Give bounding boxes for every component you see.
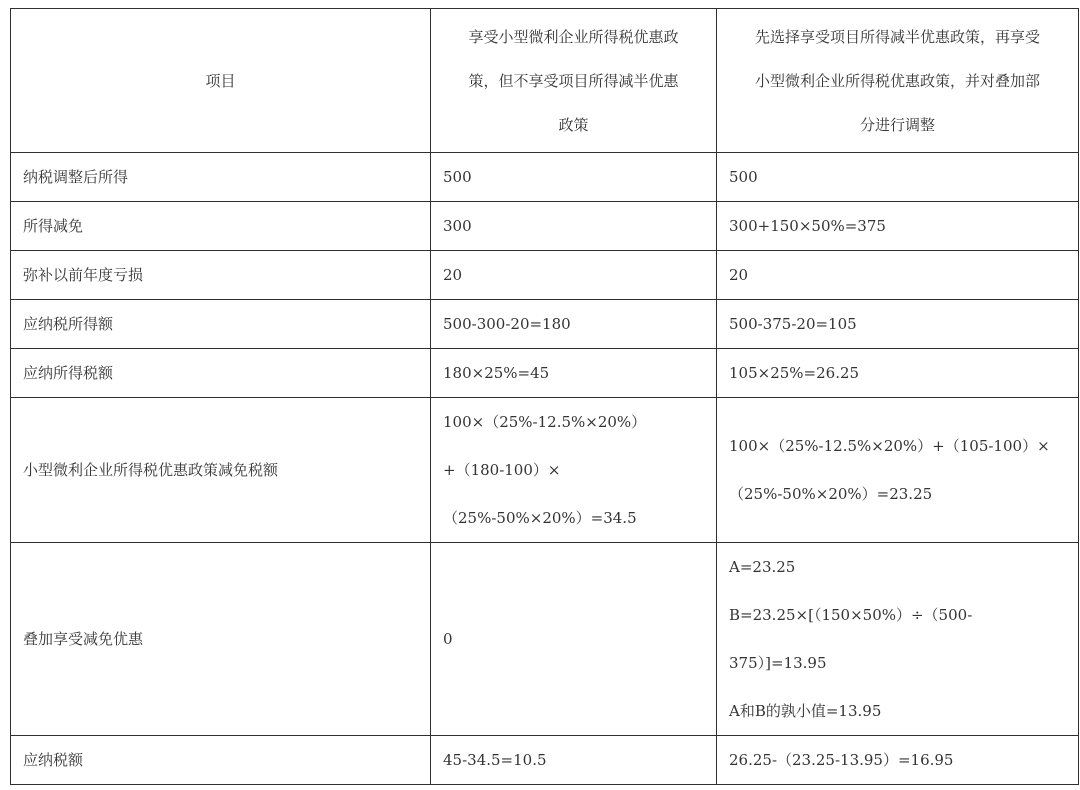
row-value-scenario-1: 500-300-20=180 [431,300,717,349]
header-scenario-1-line: 享受小型微利企业所得税优惠政 [468,27,679,46]
comparison-table [10,8,1079,785]
table-row [11,398,1079,543]
formula-line: A和B的孰小值=13.95 [729,702,882,720]
header-scenario-2-line: 分进行调整 [859,115,935,134]
header-scenario-1-line: 政策 [558,115,589,134]
formula-line: （25%-50%×20%）=23.25 [729,485,933,503]
row-label: 应纳所得税额 [11,349,431,398]
row-value-scenario-2 [717,398,1079,543]
formula-line: 100×（25%-12.5%×20%）+（105-100）× [729,437,1050,455]
row-value-scenario-1: 45-34.5=10.5 [431,736,717,785]
row-value-scenario-2: 500 [717,153,1079,202]
formula-line: A=23.25 [729,558,796,576]
header-scenario-1-line: 策，但不享受项目所得减半优惠 [468,71,679,90]
row-value-scenario-2: 500-375-20=105 [717,300,1079,349]
header-scenario-2-line: 先选择享受项目所得减半优惠政策，再享受 [754,27,1040,46]
row-value-scenario-1: 20 [431,251,717,300]
header-scenario-2-line: 小型微利企业所得税优惠政策，并对叠加部 [754,71,1040,90]
row-label: 所得减免 [11,202,431,251]
row-value-scenario-2: 105×25%=26.25 [717,349,1079,398]
header-scenario-2 [717,9,1079,153]
header-scenario-1 [431,9,717,153]
formula-line: （25%-50%×20%）=34.5 [443,509,637,527]
header-row [11,9,1079,153]
formula-line: +（180-100）× [443,461,561,479]
table-row [11,736,1079,785]
row-value-scenario-1: 0 [431,543,717,736]
table-row [11,153,1079,202]
row-label: 应纳税所得额 [11,300,431,349]
formula-line: B=23.25×[（150×50%）÷（500- [729,606,973,624]
row-value-scenario-2 [717,543,1079,736]
row-label: 叠加享受减免优惠 [11,543,431,736]
table-row [11,202,1079,251]
table-row [11,349,1079,398]
header-item [11,9,431,153]
header-item-label: 项目 [205,71,236,90]
row-value-scenario-1 [431,398,717,543]
row-label: 纳税调整后所得 [11,153,431,202]
row-label: 弥补以前年度亏损 [11,251,431,300]
table-row [11,543,1079,736]
table-row [11,251,1079,300]
row-label: 应纳税额 [11,736,431,785]
row-value-scenario-2: 20 [717,251,1079,300]
formula-line: 375）]=13.95 [729,654,827,672]
row-value-scenario-1: 300 [431,202,717,251]
row-label: 小型微利企业所得税优惠政策减免税额 [11,398,431,543]
row-value-scenario-2: 300+150×50%=375 [717,202,1079,251]
row-value-scenario-2: 26.25-（23.25-13.95）=16.95 [717,736,1079,785]
row-value-scenario-1: 500 [431,153,717,202]
table-row [11,300,1079,349]
row-value-scenario-1: 180×25%=45 [431,349,717,398]
formula-line: 100×（25%-12.5%×20%） [443,413,647,431]
